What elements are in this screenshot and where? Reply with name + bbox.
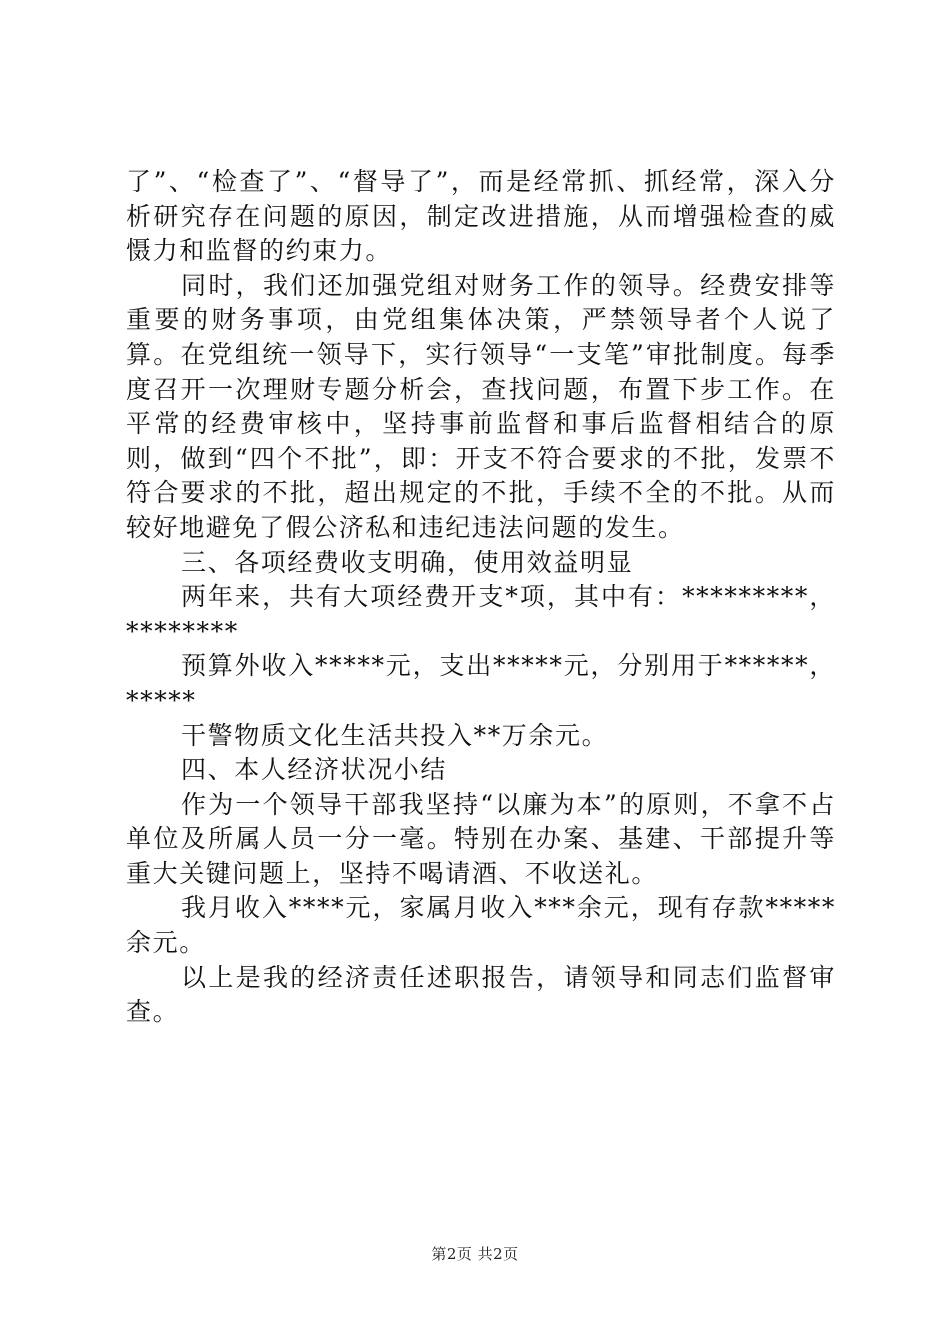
paragraph-closing: 以上是我的经济责任述职报告，请领导和同志们监督审查。 (126, 962, 836, 1027)
document-body (126, 165, 836, 1030)
page-number-footer: 第2页 共2页 (431, 1245, 519, 1263)
section-heading-expenses: 三、各项经费收支明确，使用效益明显 (181, 547, 634, 577)
paragraph-extra-budget: 预算外收入*****元，支出*****元，分别用于******，***** (126, 651, 836, 715)
paragraph-major-expenses: 两年来，共有大项经费开支*项，其中有：*********，******** (126, 582, 836, 646)
paragraph-income: 我月收入****元，家属月收入***余元，现有存款*****余元。 (126, 893, 836, 958)
section-heading-personal: 四、本人经济状况小结 (181, 755, 448, 785)
paragraph-culture-investment: 干警物质文化生活共投入**万余元。 (181, 720, 609, 750)
paragraph-integrity: 作为一个领导干部我坚持“以廉为本”的原则，不拿不占单位及所属人员一分一毫。特别在办案、基建、干部提升等重大关键问题上，坚持不喝请酒、不收送礼。 (126, 789, 836, 888)
paragraph-party-leadership: 同时，我们还加强党组对财务工作的领导。经费安排等重要的财务事项，由党组集体决策，严禁领导者个人说了算。在党组统一领导下，实行领导“一支笔”审批制度。每季度召开一次理财专题分析会，查找问题，布置下步工作。在平常的经费审核中，坚持事前监督和事后监督相结合的原则，做到“四个不批”，即：开支不符合要求的不批，发票不符合要求的不批，超出规定的不批，手续不全的不批。从而较好地避免了假公济私和违纪违法问题的发生。 (126, 270, 836, 542)
paragraph-continuation: 了”、“检查了”、“督导了”，而是经常抓、抓经常，深入分析研究存在问题的原因，制定改进措施，从而增强检查的威慑力和监督的约束力。 (126, 167, 836, 266)
